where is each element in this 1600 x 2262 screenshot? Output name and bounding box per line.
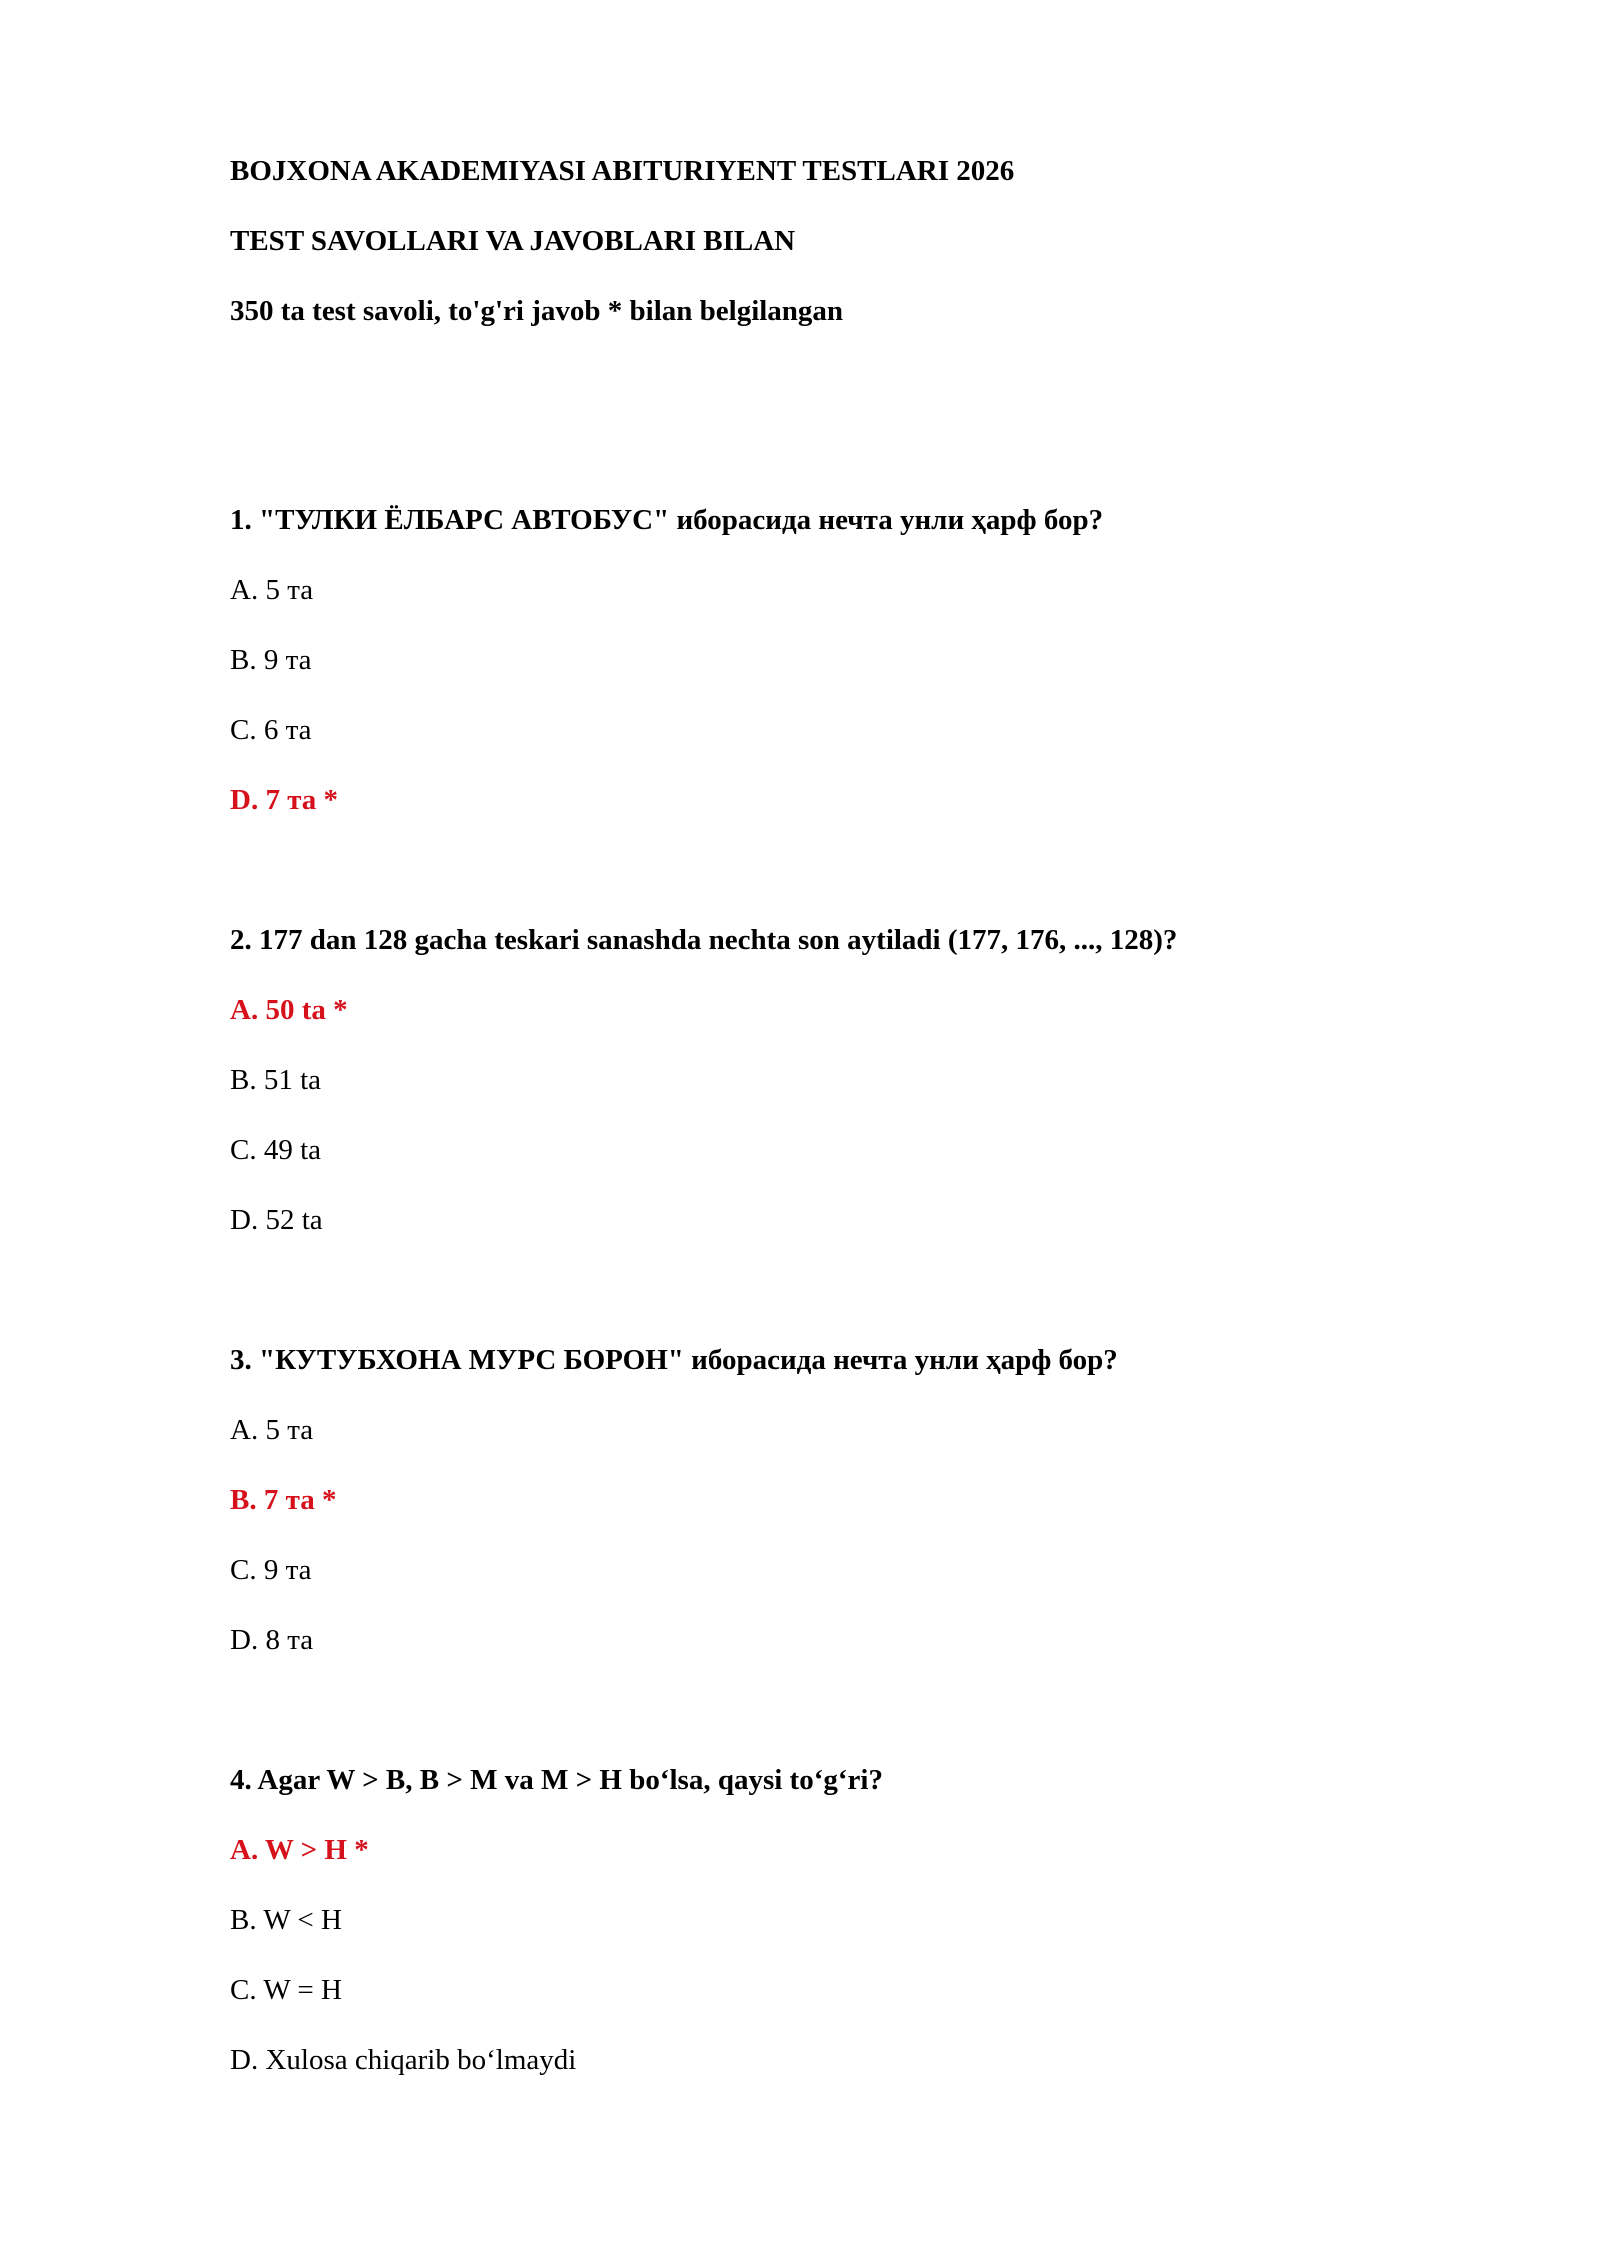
question-2: 2. 177 dan 128 gacha teskari sanashda nechta son aytiladi (177, 176, ..., 128)? (230, 924, 1178, 956)
document-subtitle: TEST SAVOLLARI VA JAVOBLARI BILAN (230, 225, 796, 257)
question-3-option-d: D. 8 та (230, 1624, 314, 1656)
question-4-option-c: C. W = H (230, 1974, 342, 2006)
question-1-option-a: A. 5 та (230, 574, 314, 606)
question-1-option-c: C. 6 та (230, 714, 312, 746)
question-1-option-d-correct: D. 7 та * (230, 784, 339, 816)
document-title: BOJXONA AKADEMIYASI ABITURIYENT TESTLARI 2026 (230, 155, 1015, 187)
question-3-option-c: C. 9 та (230, 1554, 312, 1586)
question-3-option-b-correct: B. 7 та * (230, 1484, 337, 1516)
question-2-option-b: B. 51 ta (230, 1064, 322, 1096)
question-3: 3. "КУТУБХОНА МУРС БОРОН" иборасида нечта унли ҳарф бор? (230, 1344, 1118, 1376)
question-1-option-b: B. 9 та (230, 644, 312, 676)
question-4: 4. Agar W > B, B > M va M > H bo‘lsa, qaysi to‘g‘ri? (230, 1764, 883, 1796)
question-1: 1. "ТУЛКИ ЁЛБАРС АВТОБУС" иборасида нечта унли ҳарф бор? (230, 504, 1104, 536)
question-4-option-b: B. W < H (230, 1904, 342, 1936)
question-2-option-c: C. 49 ta (230, 1134, 322, 1166)
document-note: 350 ta test savoli, to'g'ri javob * bilan belgilangan (230, 295, 844, 327)
question-4-option-a-correct: A. W > H * (230, 1834, 369, 1866)
question-2-option-d: D. 52 ta (230, 1204, 323, 1236)
question-2-option-a-correct: A. 50 ta * (230, 994, 348, 1026)
question-4-option-d: D. Xulosa chiqarib bo‘lmaydi (230, 2044, 577, 2076)
question-3-option-a: A. 5 та (230, 1414, 314, 1446)
